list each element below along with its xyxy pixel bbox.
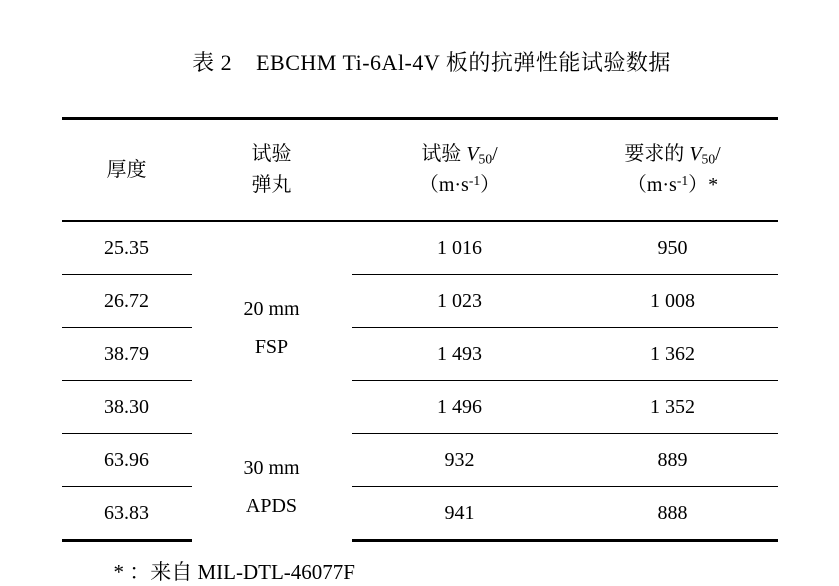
projectile-group-1-line1: 20 mm xyxy=(243,297,300,320)
table-row xyxy=(62,328,778,381)
cell-thickness: 25.35 xyxy=(62,221,192,275)
header-v50-test-line2 xyxy=(352,170,568,201)
cell-thickness: 38.30 xyxy=(62,381,192,434)
caption-text: 表 2 EBCHM Ti-6Al-4V 板的抗弹性能试验数据 xyxy=(192,50,671,75)
projectile-group-1-line2: FSP xyxy=(254,335,289,358)
cell-v50-required: 1 352 xyxy=(568,381,778,434)
header-v50-required-unit-open: （m·s xyxy=(626,174,677,197)
cell-v50-required: 1 362 xyxy=(568,328,778,381)
cell-v50-required: 889 xyxy=(568,434,778,487)
header-v50-test-unit-close: ） xyxy=(480,174,501,197)
cell-v50-required: 950 xyxy=(568,221,778,275)
table-caption xyxy=(0,0,839,117)
header-v50-required-unit-sup: -1 xyxy=(676,172,689,188)
table-footnote: * ：来自 MIL-DTL-46077F xyxy=(113,560,355,584)
header-projectile xyxy=(192,119,352,222)
table-row xyxy=(62,434,778,487)
cell-thickness: 63.83 xyxy=(62,487,192,541)
header-v50-test-var: V xyxy=(466,142,479,165)
header-v50-required xyxy=(568,119,778,222)
table-row xyxy=(62,221,778,275)
header-v50-required-pre: 要求的 xyxy=(624,142,690,165)
header-thickness-line1: 厚度 xyxy=(106,158,147,181)
header-v50-test-unit-sup: -1 xyxy=(468,172,481,188)
header-v50-required-sub: 50 xyxy=(701,151,716,167)
data-table xyxy=(62,117,778,542)
cell-thickness: 63.96 xyxy=(62,434,192,487)
cell-v50-required: 1 008 xyxy=(568,275,778,328)
cell-thickness: 38.79 xyxy=(62,328,192,381)
header-v50-required-line1 xyxy=(568,139,778,170)
cell-v50-test: 1 023 xyxy=(352,275,568,328)
header-v50-required-var: V xyxy=(689,142,702,165)
table-row xyxy=(62,275,778,328)
header-v50-test-post: / xyxy=(492,142,498,165)
header-v50-test xyxy=(352,119,568,222)
header-v50-test-line1 xyxy=(352,139,568,170)
cell-v50-test: 1 016 xyxy=(352,221,568,275)
table-row xyxy=(62,381,778,434)
cell-v50-test: 1 493 xyxy=(352,328,568,381)
header-v50-test-sub: 50 xyxy=(478,151,493,167)
cell-thickness: 26.72 xyxy=(62,275,192,328)
projectile-group-2-line2: APDS xyxy=(245,495,298,517)
header-v50-required-unit-close: ）* xyxy=(688,174,719,197)
header-v50-required-line2 xyxy=(568,170,778,201)
cell-v50-required: 888 xyxy=(568,487,778,541)
table-row xyxy=(62,487,778,541)
header-v50-required-post: / xyxy=(715,142,721,165)
header-projectile-line2: 弹丸 xyxy=(251,174,292,196)
cell-projectile-group-1 xyxy=(192,221,352,434)
projectile-group-2-line1: 30 mm xyxy=(243,457,300,479)
header-thickness xyxy=(62,119,192,222)
table-header-row xyxy=(62,119,778,222)
header-v50-test-pre: 试验 xyxy=(421,142,467,165)
cell-v50-test: 932 xyxy=(352,434,568,487)
cell-v50-test: 1 496 xyxy=(352,381,568,434)
cell-v50-test: 941 xyxy=(352,487,568,541)
header-projectile-line1: 试验 xyxy=(251,143,292,165)
header-v50-test-unit-open: （m·s xyxy=(418,174,469,197)
cell-projectile-group-2 xyxy=(192,434,352,541)
